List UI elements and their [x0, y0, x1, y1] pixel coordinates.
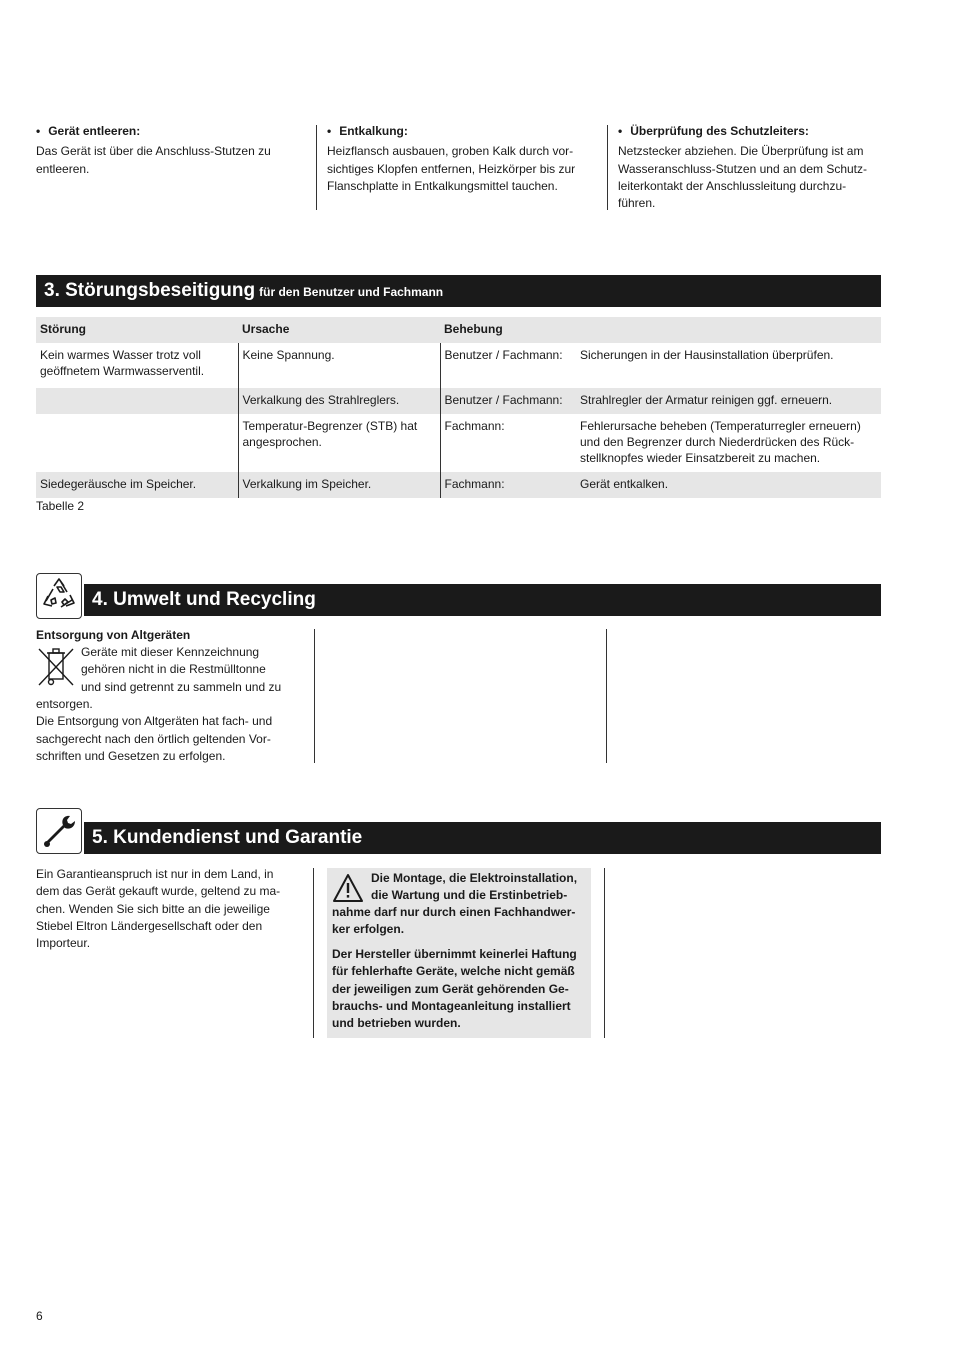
- text-line: sachgerecht nach den örtlich geltenden Vor-: [36, 731, 271, 746]
- header-behebung: Behebung: [440, 317, 881, 343]
- disposal-heading: Entsorgung von Altgeräten: [36, 628, 191, 642]
- liability-text: [332, 946, 590, 1032]
- cell-wer: Benutzer / Fachmann:: [444, 348, 563, 362]
- header-ursache: Ursache: [238, 317, 440, 343]
- text-line: Importeur.: [36, 936, 91, 951]
- column-schutzleiter: [618, 123, 880, 212]
- table-row: [36, 343, 881, 388]
- column-line: Wasseranschluss-Stutzen und an dem Schutz-: [618, 161, 868, 176]
- text-line: Die Entsorgung von Altgeräten hat fach- und: [36, 714, 273, 729]
- text-line: Der Hersteller übernimmt keinerlei Haftung: [332, 947, 577, 961]
- text-line: dem das Gerät gekauft wurde, geltend zu ma-: [36, 884, 281, 899]
- column-heading: • Gerät entleeren:: [36, 123, 298, 140]
- column-divider: [313, 868, 314, 1038]
- section-header-umwelt: [84, 584, 881, 616]
- table-row: [36, 472, 881, 498]
- text-line: für fehlerhafte Geräte, welche nicht gemäß: [332, 964, 575, 979]
- section-title: 3. Störungsbeseitigung: [44, 280, 256, 301]
- section-header-kundendienst: [84, 822, 881, 854]
- text-line: schriften und Gesetzen zu erfolgen.: [36, 748, 226, 763]
- cell-ursache: Keine Spannung.: [238, 343, 440, 388]
- cell-stoerung: Kein warmes Wasser trotz voll geöffnetem Warmwasserventil.: [36, 343, 238, 388]
- text-line: und betrieben wurden.: [332, 1016, 461, 1031]
- text-line: ker erfolgen.: [332, 922, 405, 937]
- recycling-icon: [36, 573, 82, 619]
- cell-behebung: Strahlregler der Armatur reinigen ggf. erneuern.: [576, 388, 881, 414]
- cell-behebung: Gerät entkalken.: [576, 472, 881, 498]
- cell-ursache: Verkalkung des Strahlreglers.: [238, 388, 440, 414]
- disposal-text-indented: [81, 644, 311, 696]
- wrench-icon: [36, 808, 82, 854]
- column-heading: • Entkalkung:: [327, 123, 589, 140]
- column-divider: [316, 125, 317, 210]
- column-line: Das Gerät ist über die Anschluss-Stutzen zu: [36, 144, 271, 159]
- column-divider: [604, 868, 605, 1038]
- section-title: 5. Kundendienst und Garantie: [92, 827, 363, 848]
- column-line: sichtiges Klopfen entfernen, Heizkörper bis zur: [327, 161, 576, 176]
- text-line: chen. Wenden Sie sich bitte an die jeweilige: [36, 901, 270, 916]
- section-subtitle: für den Benutzer und Fachmann: [259, 285, 444, 299]
- text-line: Geräte mit dieser Kennzeichnung: [81, 645, 260, 659]
- text-line: brauchs- und Montageanleitung installiert: [332, 998, 571, 1013]
- cell-stoerung: [36, 388, 238, 414]
- page-number: 6: [36, 1309, 43, 1323]
- column-divider: [607, 125, 608, 210]
- section-title: 4. Umwelt und Recycling: [92, 589, 316, 610]
- crossed-bin-icon: [36, 646, 76, 688]
- disposal-text: [36, 696, 311, 765]
- text-line: nahme darf nur durch einen Fachhandwer-: [332, 905, 576, 919]
- column-line: Netzstecker abziehen. Die Überprüfung ist am: [618, 144, 864, 159]
- table-header-row: [36, 317, 881, 343]
- text-line: gehören nicht in die Restmülltonne: [81, 662, 266, 677]
- cell-ursache: Temperatur-Begrenzer (STB) hat angesprochen.: [238, 414, 440, 472]
- table-caption: Tabelle 2: [36, 499, 85, 513]
- text-line: entsorgen.: [36, 697, 93, 711]
- column-line: entleeren.: [36, 161, 90, 176]
- column-divider: [606, 629, 607, 763]
- cell-stoerung: Siedegeräusche im Speicher.: [36, 472, 238, 498]
- warning-triangle-icon: [332, 873, 364, 903]
- text-line: Ein Garantieanspruch ist nur in dem Land, in: [36, 867, 274, 881]
- text-line: die Wartung und die Erstinbetrieb-: [371, 888, 568, 903]
- column-line: führen.: [618, 196, 656, 211]
- warning-text: [332, 904, 590, 939]
- text-line: Stiebel Eltron Ländergesellschaft oder den: [36, 918, 263, 933]
- text-line: Die Montage, die Elektroinstallation,: [371, 871, 578, 885]
- column-line: Heizflansch ausbauen, groben Kalk durch vor-: [327, 144, 574, 159]
- fault-table: [36, 317, 881, 498]
- text-line: und sind getrennt zu sammeln und zu: [81, 679, 282, 694]
- cell-behebung: Fehlerursache beheben (Temperaturregler erneuern) und den Begrenzer durch Niederdrücken des Rück-stellknopfes wieder Einsatzbereit zu machen.: [580, 419, 861, 465]
- warranty-text: [36, 866, 311, 952]
- header-stoerung: Störung: [36, 317, 238, 343]
- column-heading: • Überprüfung des Schutzleiters:: [618, 123, 880, 140]
- cell-wer: Fachmann:: [440, 472, 576, 498]
- column-line: Flanschplatte in Entkalkungsmittel tauchen.: [327, 178, 558, 193]
- column-entkalkung: [327, 123, 589, 195]
- cell-stoerung: [36, 414, 238, 472]
- section-header-stoerungsbeseitigung: [36, 275, 881, 307]
- column-geraet-entleeren: [36, 123, 298, 178]
- table-row: [36, 414, 881, 472]
- table-row: [36, 388, 881, 414]
- warning-text-indented: [371, 870, 589, 905]
- cell-wer: Fachmann:: [444, 419, 505, 433]
- warning-box: [327, 868, 591, 1038]
- cell-ursache: Verkalkung im Speicher.: [238, 472, 440, 498]
- column-line: leiterkontakt der Anschlussleitung durchzu-: [618, 178, 847, 193]
- column-divider: [314, 629, 315, 763]
- cell-behebung: Sicherungen in der Hausinstallation überprüfen.: [580, 348, 834, 362]
- text-line: der jeweiligen zum Gerät gehörenden Ge-: [332, 981, 569, 996]
- cell-wer: Benutzer / Fachmann:: [440, 388, 576, 414]
